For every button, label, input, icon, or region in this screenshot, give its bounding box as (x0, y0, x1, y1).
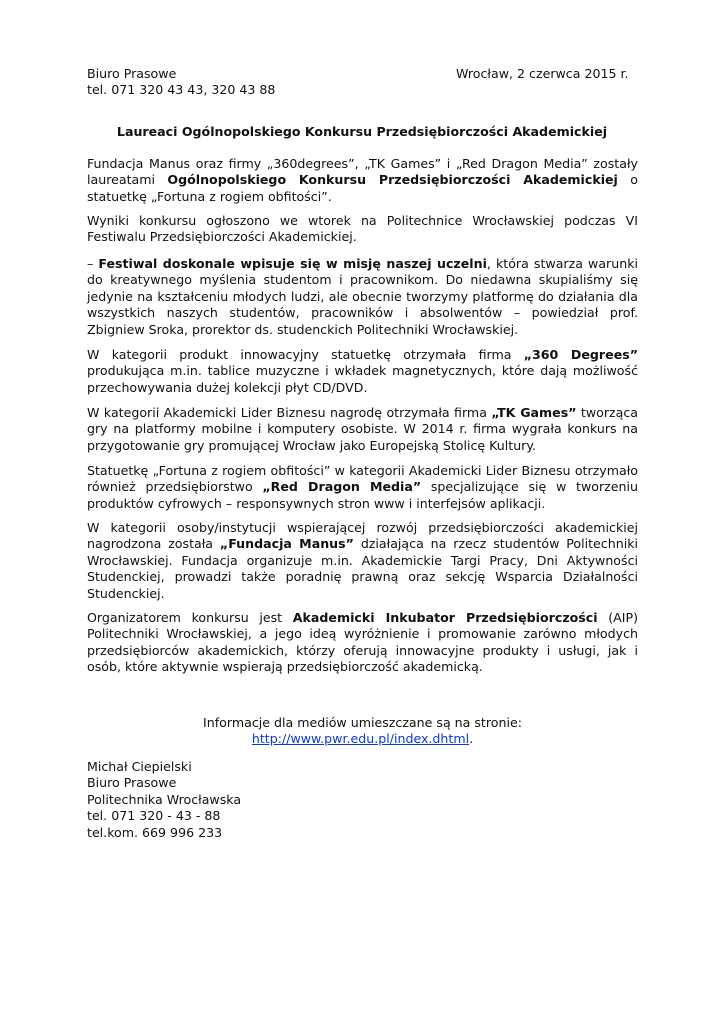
press-office-label: Biuro Prasowe (87, 66, 177, 81)
emphasis: Ogólnopolskiego Konkursu Przedsiębiorczości Akademickiej (167, 172, 618, 188)
emphasis: „TK Games” (491, 405, 577, 420)
emphasis: „Red Dragon Media” (262, 479, 422, 495)
media-info-text: Informacje dla mediów umieszczane są na stronie: (203, 715, 522, 730)
emphasis: Akademicki Inkubator Przedsiębiorczości (292, 610, 598, 625)
signature-office: Biuro Prasowe (87, 775, 177, 791)
press-office-phone: tel. 071 320 43 43, 320 43 88 (87, 82, 276, 98)
paragraph-5: W kategorii Akademicki Lider Biznesu nagrodę otrzymała firma „TK Games” tworząca gry na platformy mobilne i komputery osobiste. W 2014 r. firma wygrała konkurs na przygotowanie gry promującej Wrocław jako Europejską Stolicę Kultury. (87, 405, 639, 453)
media-info: Informacje dla mediów umieszczane są na stronie: http://www.pwr.edu.pl/index.dhtml. (87, 715, 638, 748)
place-date: Wrocław, 2 czerwca 2015 r. (456, 66, 629, 81)
paragraph-2: Wyniki konkursu ogłoszono we wtorek na Politechnice Wrocławskiej podczas VI Festiwalu Przedsiębiorczości Akademickiej. (87, 213, 638, 245)
emphasis: „360 Degrees” (523, 347, 639, 362)
signature-phone: tel. 071 320 - 43 - 88 (87, 808, 221, 824)
paragraph-6: Statuetkę „Fortuna z rogiem obfitości” w kategorii Akademicki Lider Biznesu otrzymało również przedsiębiorstwo „Red Dragon Media” specjalizujące się w tworzeniu produktów cyfrowych – responsywnych stron www i interfejsów aplikacji. (87, 463, 638, 511)
emphasis: Festiwal doskonale wpisuje się w misję naszej uczelni (98, 256, 487, 271)
signature-name: Michał Ciepielski (87, 759, 192, 774)
paragraph-1: Fundacja Manus oraz firmy „360degrees”, „TK Games” i „Red Dragon Media” zostały laureatami Ogólnopolskiego Konkursu Przedsiębiorczości Akademickiej o statuetkę „Fortuna z rogiem obfitości”. (87, 156, 638, 204)
paragraph-8: Organizatorem konkursu jest Akademicki Inkubator Przedsiębiorczości (AIP) Politechniki Wrocławskiej, a jego ideą wyróżnienie i promowanie zarówno młodych przedsiębiorców akademickich, którzy oferują innowacyjne produkty i usługi, jak i osób, które aktywnie wspierają przedsiębiorczość akademicką. (87, 610, 638, 675)
paragraph-3: – Festiwal doskonale wpisuje się w misję naszej uczelni, która stwarza warunki do kreatywnego myślenia studentom i pracownikom. Do niedawna skupialiśmy się jedynie na kształceniu młodych ludzi, ale obecnie tworzymy platformę do działania dla wszystkich naszych studentów, pracowników i absolwentów – powiedział prof. Zbigniew Sroka, prorektor ds. studenckich Politechniki Wrocławskiej. (87, 256, 638, 337)
signature-mobile: tel.kom. 669 996 233 (87, 824, 223, 840)
paragraph-4: W kategorii produkt innowacyjny statuetkę otrzymała firma „360 Degrees” produkująca m.in. tablice muzyczne i wkładek magnetycznych, które dają możliwość przechowywania dużej kolekcji płyt CD/DVD. (87, 347, 639, 395)
document-title: Laureaci Ogólnopolskiego Konkursu Przedsiębiorczości Akademickiej (116, 124, 608, 139)
signature-block (87, 759, 241, 841)
header-contact (87, 66, 275, 99)
media-link[interactable]: http://www.pwr.edu.pl/index.dhtml (251, 731, 470, 747)
emphasis: „Fundacja Manus” (219, 536, 354, 552)
signature-org: Politechnika Wrocławska (87, 791, 242, 807)
paragraph-7: W kategorii osoby/instytucji wspierającej rozwój przedsiębiorczości akademickiej nagrodzona została „Fundacja Manus” działająca na rzecz studentów Politechniki Wrocławskiej. Fundacja organizuje m.in. Akademickie Targi Pracy, Dni Aktywności Studenckiej, prowadzi także poradnię prawną oraz sekcję Wsparcia Działalności Studenckiej. (87, 520, 638, 601)
